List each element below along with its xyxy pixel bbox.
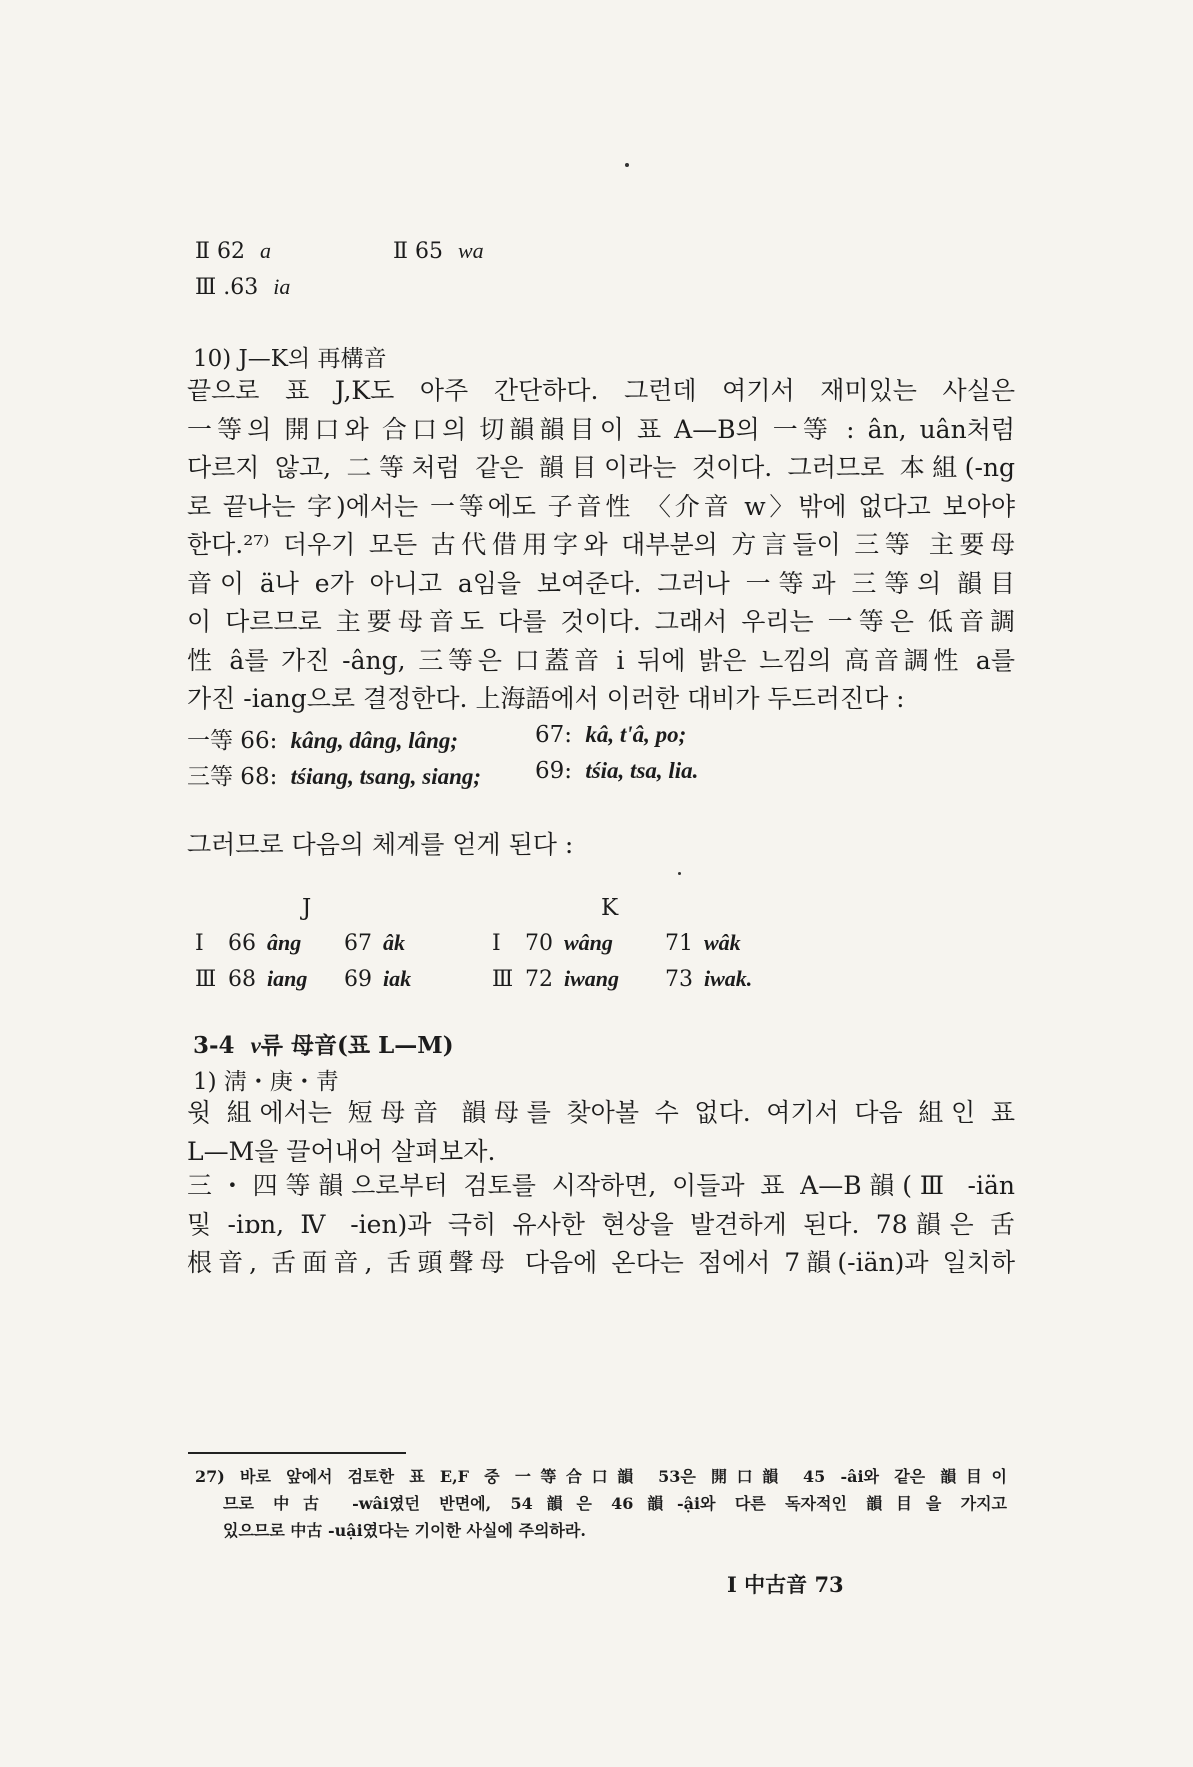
grade-label: Ⅱ 65 [393,239,443,264]
rhyme-number: 66 [228,931,256,956]
rhyme-number: 73 [665,967,693,992]
subsection-heading-1: 1) 淸・庚・靑 [193,1069,339,1095]
grade-label: Ⅰ [492,931,501,956]
text-line: 三・四等韻으로부터 검토를 시작하면, 이들과 표 A—B韻(Ⅲ -iän [187,1171,1015,1200]
rhyme-number: 69 [344,967,372,992]
rhyme-number: 68 [228,967,256,992]
system-row-1 [195,930,405,956]
example-row-2 [187,758,481,791]
rhyme-value: wâk [704,930,741,955]
rhyme-value: wa [457,238,484,263]
example-row-1-right [535,722,686,748]
running-footer: Ⅰ 中古音 73 [727,1572,844,1597]
section-heading-10: 10) J—K의 再構音 [193,346,387,372]
grade-label: Ⅲ .63 [195,275,259,300]
system-row-2-k [492,966,752,992]
table-header-k: K [601,895,619,921]
example-label: 一等 66: [187,728,278,754]
text-line: 한다.²⁷⁾ 더우기 모든 古代借用字와 대부분의 方言들이 三等 主要母 [187,530,1015,559]
grade-label: Ⅰ [195,931,204,956]
section-heading-3-4 [193,1027,454,1060]
text-line: 根音, 舌面音, 舌頭聲母 다음에 온다는 점에서 7韻(-iän)과 일치하 [187,1248,1015,1277]
example-number: 69: [535,758,573,784]
text-line: 가진 -iang으로 결정한다. 上海語에서 이러한 대비가 두드러진다 : [187,684,905,713]
grade-label: Ⅲ [492,967,514,992]
rhyme-value: iang [267,966,308,991]
section-title: 류 母音(표 L—M) [260,1032,454,1059]
rhyme-value: wâng [564,930,613,955]
text-line: 音이 ä나 e가 아니고 a임을 보여준다. 그러나 一等과 三等의 韻目 [187,568,1015,598]
example-forms: kâng, dâng, lâng; [290,728,459,753]
rhyme-number: 72 [525,967,553,992]
text-line: 이 다르므로 主要母音도 다를 것이다. 그래서 우리는 一等은 低音調 [187,607,1015,636]
paragraph-3 [187,1167,1015,1283]
paragraph-2 [187,1094,1015,1171]
text-line: 性 â를 가진 -âng, 三等은 口蓋音 i 뒤에 밝은 느낌의 高音調性 a를 [187,645,1015,675]
text-line: 윗 組에서는 短母音 韻母를 찾아볼 수 없다. 여기서 다음 組인 표 [187,1098,1015,1127]
example-forms: tśia, tsa, lia. [585,758,699,783]
rhyme-value: âk [383,930,405,955]
example-forms: kâ, t'â, po; [585,722,687,747]
footnote-line: 있으므로 中古 -uậi였다는 기이한 사실에 주의하라. [223,1521,586,1540]
speck [678,872,681,875]
system-row-1-k [492,930,741,956]
grade-label: Ⅲ [195,967,217,992]
text-line: 및 -iɒn, Ⅳ -ien)과 극히 유사한 현상을 발견하게 된다. 78韻은 舌 [187,1209,1015,1239]
rhyme-value: âng [267,930,302,955]
footnote-rule [188,1452,406,1454]
system-row-2 [195,966,411,992]
footnote-line: 므로 中古 -wâi였던 반면에, 54韻은 46韻-ậi와 다른 독자적인 韻目을 가지고 [223,1494,1007,1513]
system-intro: 그러므로 다음의 체계를 얻게 된다 : [187,830,574,859]
speck [625,163,629,167]
rhyme-value: iak [383,966,412,991]
rhyme-value: a [259,238,271,263]
rhyme-value: ia [273,274,291,299]
footnote-27 [195,1463,1007,1544]
top-table-row-2 [195,274,290,300]
example-row-2-right [535,758,698,784]
text-line: 로 끝나는 字)에서는 一等에도 子音性 〈介音 w〉밖에 없다고 보아야 [187,491,1015,521]
text-line: 一等의 開口와 合口의 切韻韻目이 표 A—B의 一等 : ân, uân처럼 [187,414,1015,444]
rhyme-number: 71 [665,931,693,956]
text-line: 다르지 않고, 二等처럼 같은 韻目이라는 것이다. 그러므로 本組(-ng [187,453,1015,482]
table-header-j: J [302,895,312,921]
text-line: 끝으로 표 J,K도 아주 간단하다. 그런데 여기서 재미있는 사실은 [187,376,1015,405]
section-number: 3-4 [193,1032,235,1059]
rhyme-value: iwak. [704,966,753,991]
top-table-row-1-right [393,238,484,264]
example-forms: tśiang, tsang, siang; [290,764,482,789]
example-row-1 [187,722,458,755]
footnote-line: 27) 바로 앞에서 검토한 표 E,F 중 一等合口韻 53은 開口韻 45 -âi와 같은 韻目이 [195,1467,1007,1486]
example-label: 三等 68: [187,764,278,790]
top-table-row-1 [195,238,271,264]
rhyme-value: iwang [564,966,620,991]
section-symbol: v [250,1033,261,1058]
grade-label: Ⅱ 62 [195,239,245,264]
text-line: L—M을 끌어내어 살펴보자. [187,1136,496,1166]
example-number: 67: [535,722,573,748]
rhyme-number: 70 [525,931,553,956]
rhyme-number: 67 [344,931,372,956]
paragraph-1 [187,372,1015,719]
